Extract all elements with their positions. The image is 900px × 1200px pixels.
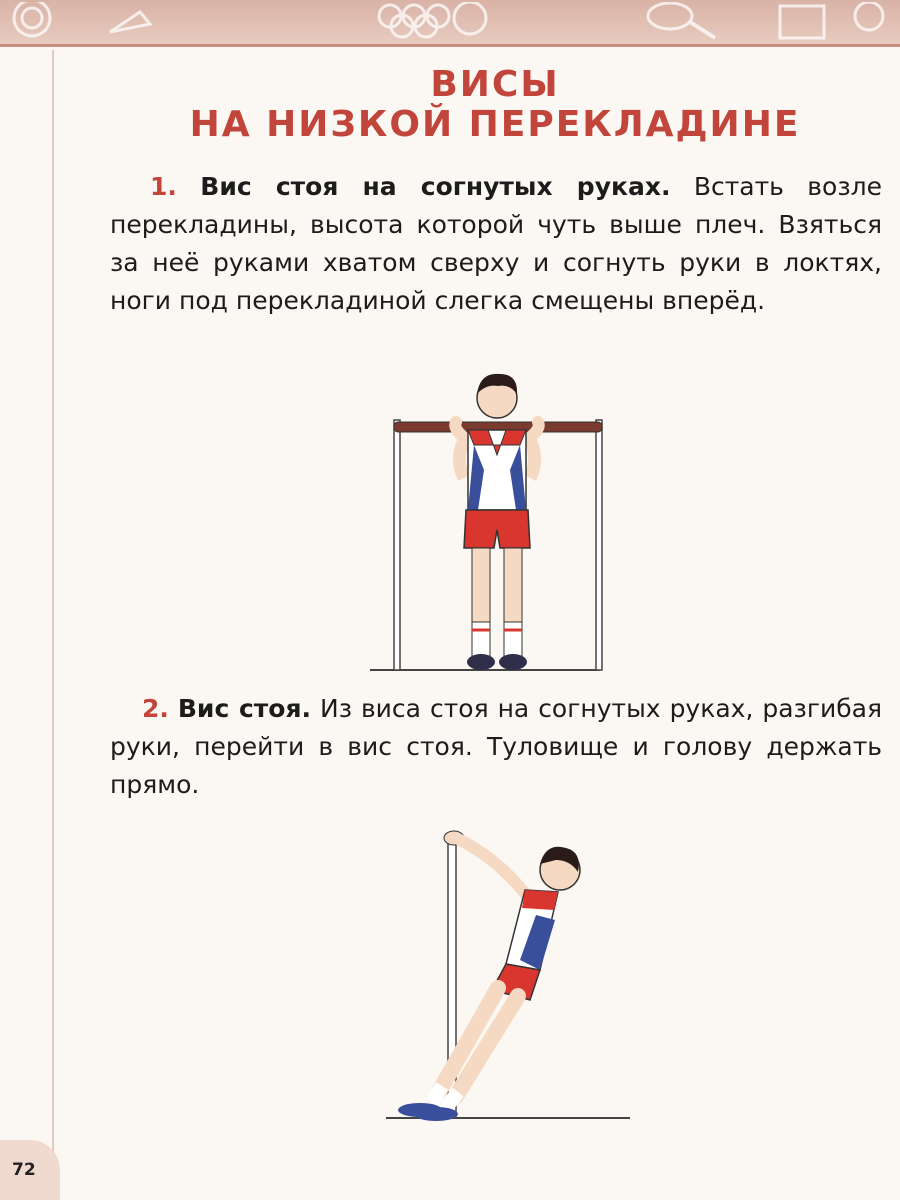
exercise-2-number: 2. [142,694,169,723]
shuttlecock-icon [100,2,170,42]
page-title-line1: ВИСЫ [430,64,560,105]
page-number: 72 [12,1160,36,1180]
target-icon [4,2,64,42]
soccer-ball-icon [440,2,500,42]
exercise-1-number: 1. [150,172,177,201]
ping-pong-paddle-icon [845,2,900,42]
page-title-line2: НА НИЗКОЙ ПЕРЕКЛАДИНЕ [189,104,801,145]
exercise-1-description: Встать возле перекладины, высота которой чуть выше плеч. Взяться за неё руками хватом сверху и согнуть руки в локтях, ноги под перекладиной слегка смещены вперёд. [110,172,882,315]
exercise-1-term: Вис стоя на согнутых руках. [200,172,671,201]
tennis-racket-icon [640,2,720,42]
basketball-hoop-icon [770,2,840,42]
illustration-bent-arm-hang [360,360,620,690]
bar-post-right [596,420,602,670]
exercise-2-text [110,690,882,804]
exercise-2-description: Из виса стоя на согнутых руках, разгибая руки, перейти в вис стоя. Туловище и голову держать прямо. [110,694,882,799]
page-margin-rule [52,50,54,1160]
exercise-1-text [110,168,882,320]
bar-post-left [394,420,400,670]
exercise-2-term: Вис стоя. [177,694,312,723]
top-decorative-band [0,0,900,47]
illustration-straight-arm-hang [380,820,640,1130]
